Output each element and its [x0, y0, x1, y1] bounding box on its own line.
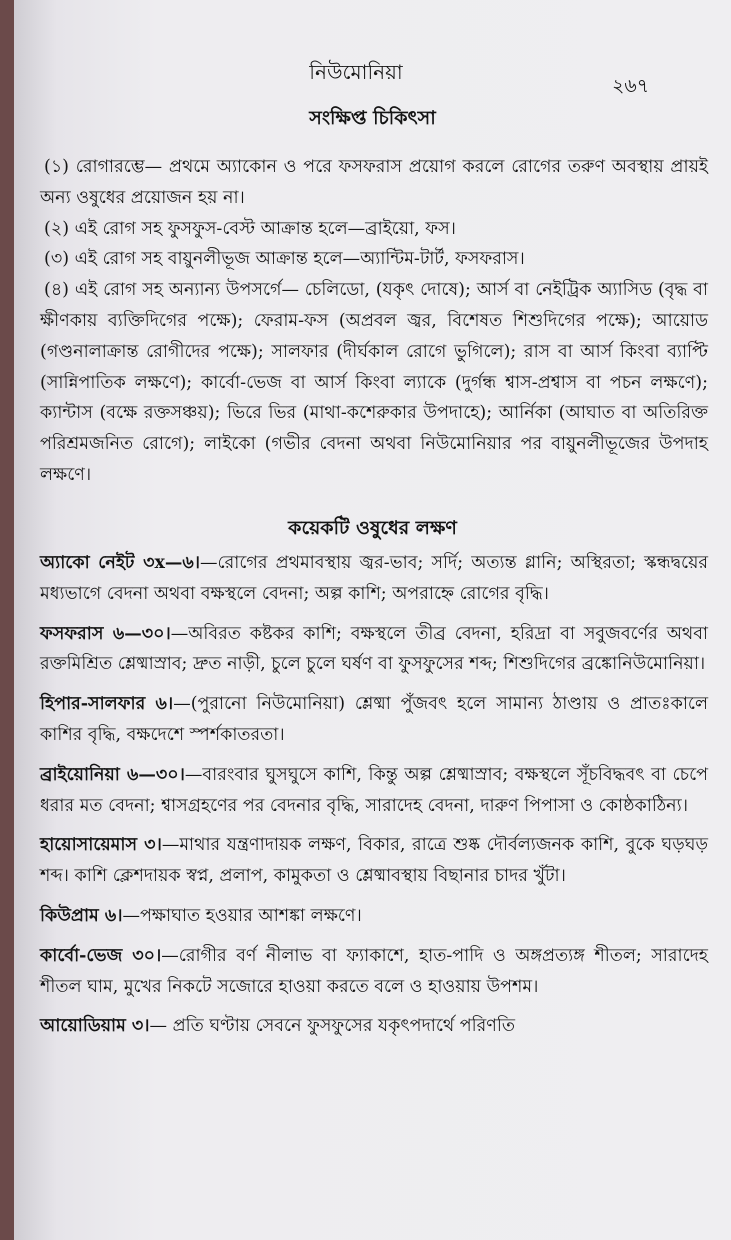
medicine-entry — [40, 619, 708, 681]
treatment-item: (৪) এই রোগ সহ অন্যান্য উপসর্গে— চেলিডো, (যকৃৎ দোষে); আর্স বা নেইট্রিক অ্যাসিড (বৃদ্ধ বা ক্ষীণকায় ব্যক্তিদিগের পক্ষে); ফেরাম-ফস (অপ্রবল জ্বর, বিশেষত শিশুদিগের পক্ষে); আয়োড (গণ্ডনালাক্রান্ত রোগীদের পক্ষে); সালফার (দীর্ঘকাল রোগে ভুগিলে); রাস বা আর্স কিংবা ব্যাপ্টি (সান্নিপাতিক লক্ষণে); কার্বো-ভেজ বা আর্স কিংবা ল্যাকে (দুর্গন্ধ শ্বাস-প্রশ্বাস বা পচন লক্ষণে); ক্যান্টাস (বক্ষে রক্তসঞ্চয়); ভিরে ভির (মাথা-কশেরুকার উপদাহে); আর্নিকা (আঘাত বা অতিরিক্ত পরিশ্রমজনিত রোগে); লাইকো (গভীর বেদনা অথবা নিউমোনিয়ার পর বায়ুনলীভূজের উপদাহ লক্ষণে। — [40, 280, 708, 485]
medicine-description: —রোগীর বর্ণ নীলাভ বা ফ্যাকাশে, হাত-পাদি ও অঙ্গপ্রত্যঙ্গ শীতল; সারাদেহ শীতল ঘাম, মুখের নিকটে সজোরে হাওয়া করতে বলে ও হাওয়ায় উপশম। — [40, 945, 708, 997]
medicine-entry — [40, 689, 708, 751]
treatment-item: (১) রোগারম্ভে— প্রথমে অ্যাকোন ও পরে ফসফরাস প্রয়োগ করলে রোগের তরুণ অবস্থায় প্রায়ই অন্য ওষুধের প্রয়োজন হয় না। — [40, 157, 708, 208]
medicine-name: হায়োসায়েমাস ৩। — [40, 835, 162, 856]
medicine-entry — [40, 941, 708, 1003]
page-number: ২৬৭ — [612, 75, 650, 97]
medicine-entry — [40, 830, 708, 892]
medicine-entry — [40, 1011, 708, 1042]
book-page — [14, 0, 731, 1240]
medicine-entry — [40, 760, 708, 822]
medicine-name: ফসফরাস ৬—৩০। — [40, 623, 171, 644]
medicine-symptom-list — [40, 548, 708, 1051]
medicine-name: কার্বো-ভেজ ৩০। — [40, 945, 162, 966]
medicine-name: ব্রাইয়োনিয়া ৬—৩০। — [40, 764, 185, 785]
medicine-description: —বারংবার ঘুসঘুসে কাশি, কিন্তু অল্প শ্লেষ্মাস্রাব; বক্ষস্থলে সূঁচবিদ্ধবৎ বা চেপে ধরার মত বেদনা; শ্বাসগ্রহণের পর বেদনার বৃদ্ধি, সারাদেহ বেদনা, দারুণ পিপাসা ও কোষ্ঠকাঠিন্য। — [40, 764, 708, 816]
medicine-description: —পক্ষাঘাত হওয়ার আশঙ্কা লক্ষণে। — [122, 905, 362, 926]
medicine-description: —রোগের প্রথমাবস্থায় জ্বর-ভাব; সর্দি; অত্যন্ত গ্লানি; অস্থিরতা; স্কন্ধদ্বয়ের মধ্যভাগে বেদনা অথবা বক্ষস্থলে বেদনা; অল্প কাশি; অপরাহ্নে রোগের বৃদ্ধি। — [40, 553, 708, 604]
running-title: নিউমোনিয়া — [309, 60, 403, 84]
treatment-item: (৩) এই রোগ সহ বায়ুনলীভূজ আক্রান্ত হলে—অ্যান্টিম-টার্ট, ফসফরাস। — [44, 249, 525, 270]
medicine-description: —মাথার যন্ত্রণাদায়ক লক্ষণ, বিকার, রাত্রে শুষ্ক দৌর্বল্যজনক কাশি, বুকে ঘড়ঘড় শব্দ। কাশি ক্লেশদায়ক স্বপ্ন, প্রলাপ, কামুকতা ও শ্লেষ্মাবস্থায় বিছানার চাদর খুঁটা। — [40, 835, 708, 887]
medicine-name: আয়োডিয়াম ৩। — [40, 1016, 150, 1037]
medicine-name: অ্যাকো নেইট ৩x—৬। — [40, 553, 201, 573]
medicine-name: কিউপ্রাম ৬। — [40, 905, 123, 926]
medicine-entry — [40, 901, 708, 932]
medicine-description: —অবিরত কষ্টকর কাশি; বক্ষস্থলে তীব্র বেদনা, হরিদ্রা বা সবুজবর্ণের অথবা রক্তমিশ্রিত শ্লেষ্মাস্রাব; দ্রুত নাড়ী, চুলে চুলে ঘর্ষণ বা ফুসফুসের শব্দ; শিশুদিগের ব্রঙ্কোনিউমোনিয়া। — [40, 623, 709, 675]
section-heading-brief-treatment: সংক্ষিপ্ত চিকিৎসা — [309, 107, 436, 129]
medicine-entry — [40, 548, 708, 610]
treatment-item: (২) এই রোগ সহ ফুসফুস-বেস্ট আক্রান্ত হলে—ব্রাইয়ো, ফস। — [44, 218, 456, 239]
brief-treatment-list — [40, 152, 708, 491]
medicine-name: হিপার-সালফার ৬। — [40, 694, 174, 715]
medicine-description: — প্রতি ঘণ্টায় সেবনে ফুসফুসের যকৃৎপদার্থে পরিণতি — [149, 1016, 515, 1037]
medicine-description: —(পুরানো নিউমোনিয়া) শ্লেষ্মা পুঁজবৎ হলে সামান্য ঠাণ্ডায় ও প্রাতঃকালে কাশির বৃদ্ধি, বক্ষদেশে স্পর্শকাতরতা। — [40, 694, 708, 745]
section-heading-medicine-symptoms: কয়েকটি ওষুধের লক্ষণ — [288, 517, 457, 539]
